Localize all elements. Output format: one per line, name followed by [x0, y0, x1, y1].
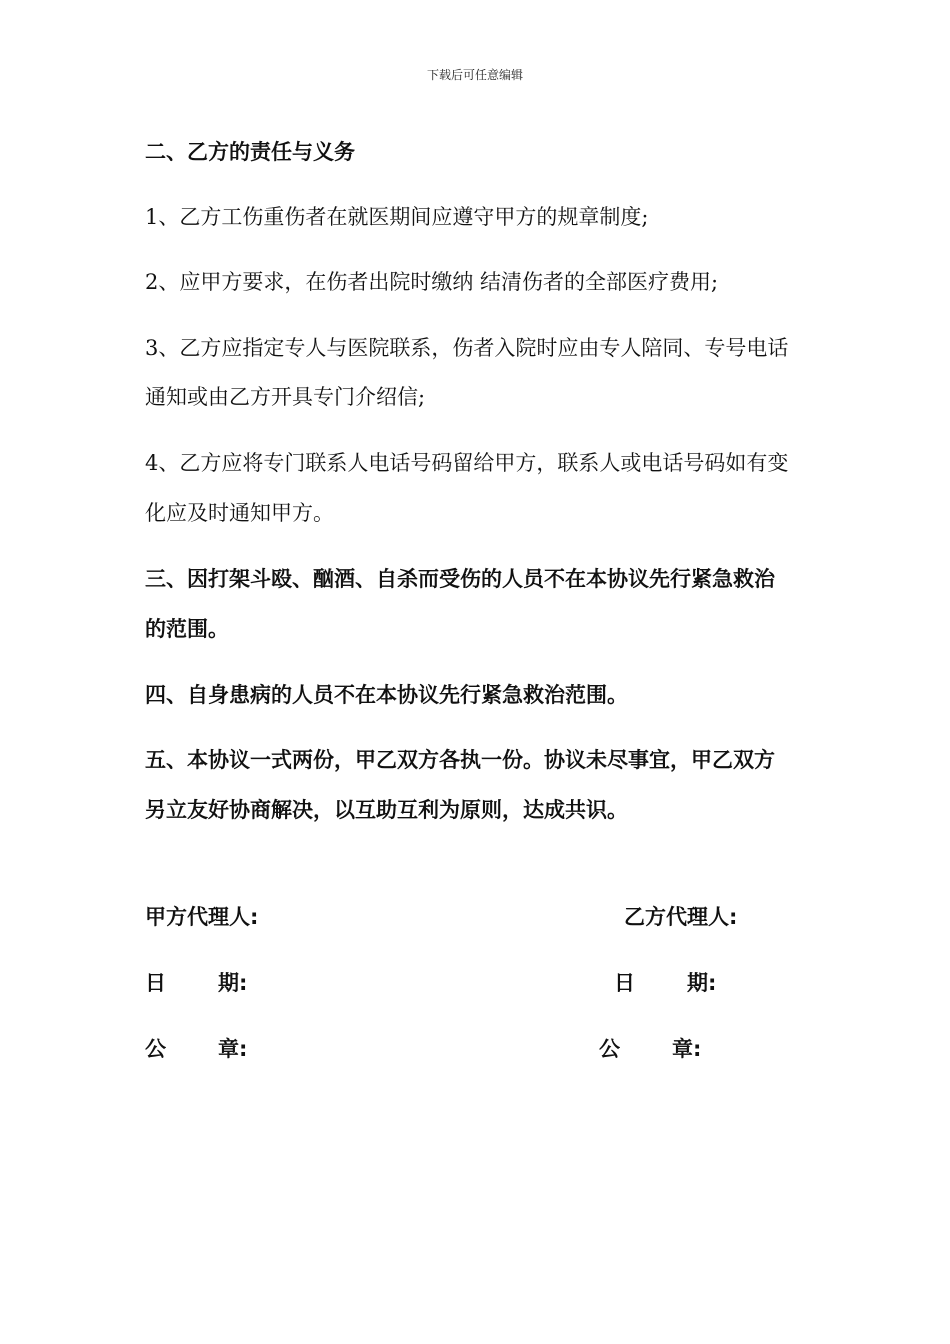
party-b-seal-char2: 章: [672, 1037, 702, 1061]
section3-line2: 的范围。 [145, 617, 229, 641]
party-b-seal-label [599, 1035, 701, 1063]
party-a-date-label [145, 969, 247, 997]
party-b-date-char1: 日 [614, 971, 635, 995]
section2-item2: 2、应甲方要求，在伤者出院时缴纳 结清伤者的全部医疗费用; [145, 270, 719, 294]
section2-title: 二、乙方的责任与义务 [145, 140, 355, 164]
section3-line1: 三、因打架斗殴、酗酒、自杀而受伤的人员不在本协议先行紧急救治 [145, 567, 775, 591]
party-b-seal-char1: 公 [599, 1037, 620, 1061]
section4-line1: 四、自身患病的人员不在本协议先行紧急救治范围。 [145, 683, 628, 707]
party-a-seal-label [145, 1035, 247, 1063]
party-b-agent-label: 乙方代理人: [624, 905, 738, 929]
page-header: 下载后可任意编辑 [426, 68, 523, 82]
party-a-seal-char1: 公 [145, 1037, 166, 1061]
section2-item4-line1: 4、乙方应将专门联系人电话号码留给甲方，联系人或电话号码如有变 [145, 451, 789, 475]
party-b-date-label [614, 969, 716, 997]
section2-item3-line1: 3、乙方应指定专人与医院联系，伤者入院时应由专人陪同、专号电话 [145, 336, 789, 360]
party-b-date-char2: 期: [687, 971, 717, 995]
section2-item3-line2: 通知或由乙方开具专门介绍信; [145, 385, 426, 409]
section2-item1: 1、乙方工伤重伤者在就医期间应遵守甲方的规章制度; [145, 205, 649, 229]
party-a-date-char1: 日 [145, 971, 166, 995]
section5-line2: 另立友好协商解决，以互助互利为原则，达成共识。 [145, 798, 628, 822]
party-a-date-char2: 期: [218, 971, 248, 995]
section2-item4-line2: 化应及时通知甲方。 [145, 501, 334, 525]
party-a-agent-label: 甲方代理人: [145, 905, 259, 929]
section5-line1: 五、本协议一式两份，甲乙双方各执一份。协议未尽事宜，甲乙双方 [145, 748, 775, 772]
party-a-seal-char2: 章: [218, 1037, 248, 1061]
